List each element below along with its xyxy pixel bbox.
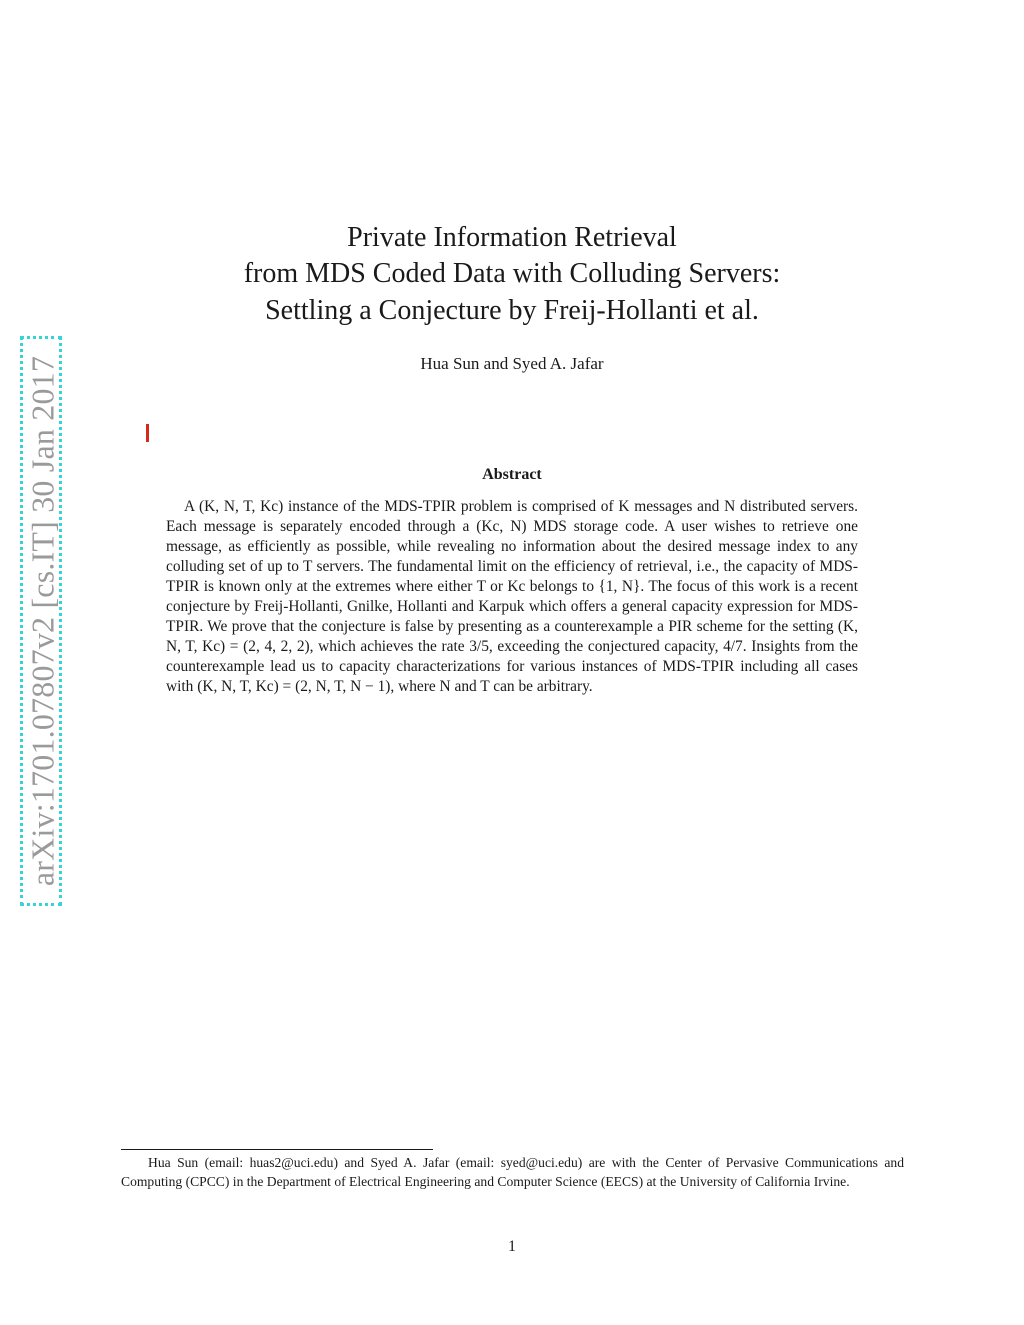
paper-authors: Hua Sun and Syed A. Jafar bbox=[420, 354, 604, 373]
arxiv-stamp: arXiv:1701.07807v2 [cs.IT] 30 Jan 2017 bbox=[24, 355, 61, 887]
footnote-text: Hua Sun (email: huas2@uci.edu) and Syed A. Jafar (email: syed@uci.edu) are with the Center of Pervasive Communications and Computing (CPCC) in the Department of Electrical Engineering and Computer Science (EECS) at the University of California Irvine. bbox=[121, 1155, 904, 1189]
abstract-text: A (K, N, T, Kc) instance of the MDS-TPIR problem is comprised of K messages and N distributed servers. Each message is separately encoded through a (Kc, N) MDS storage code. A user wishes to retrieve one message, as efficiently as possible, while revealing no information about the desired message index to any colluding set of up to T servers. The fundamental limit on the efficiency of retrieval, i.e., the capacity of MDS-TPIR is known only at the extremes where either T or Kc belongs to {1, N}. The focus of this work is a recent conjecture by Freij-Hollanti, Gnilke, Hollanti and Karpuk which offers a general capacity expression for MDS-TPIR. We prove that the conjecture is false by presenting as a counterexample a PIR scheme for the setting (K, N, T, Kc) = (2, 4, 2, 2), which achieves the rate 3/5, exceeding the conjectured capacity, 4/7. Insights from the counterexample lead us to capacity characterizations for various instances of MDS-TPIR including all cases with (K, N, T, Kc) = (2, N, T, N − 1), where N and T can be arbitrary. bbox=[166, 498, 858, 695]
paper-title-line-2: from MDS Coded Data with Colluding Servers: bbox=[243, 258, 781, 289]
red-margin-marker bbox=[146, 424, 149, 442]
paper-title-line-3: Settling a Conjecture by Freij-Hollanti et al. bbox=[265, 295, 759, 326]
paper-title-line-1: Private Information Retrieval bbox=[347, 222, 677, 253]
abstract-heading: Abstract bbox=[482, 466, 542, 483]
footnote-divider bbox=[121, 1149, 433, 1150]
page-number: 1 bbox=[508, 1238, 516, 1255]
